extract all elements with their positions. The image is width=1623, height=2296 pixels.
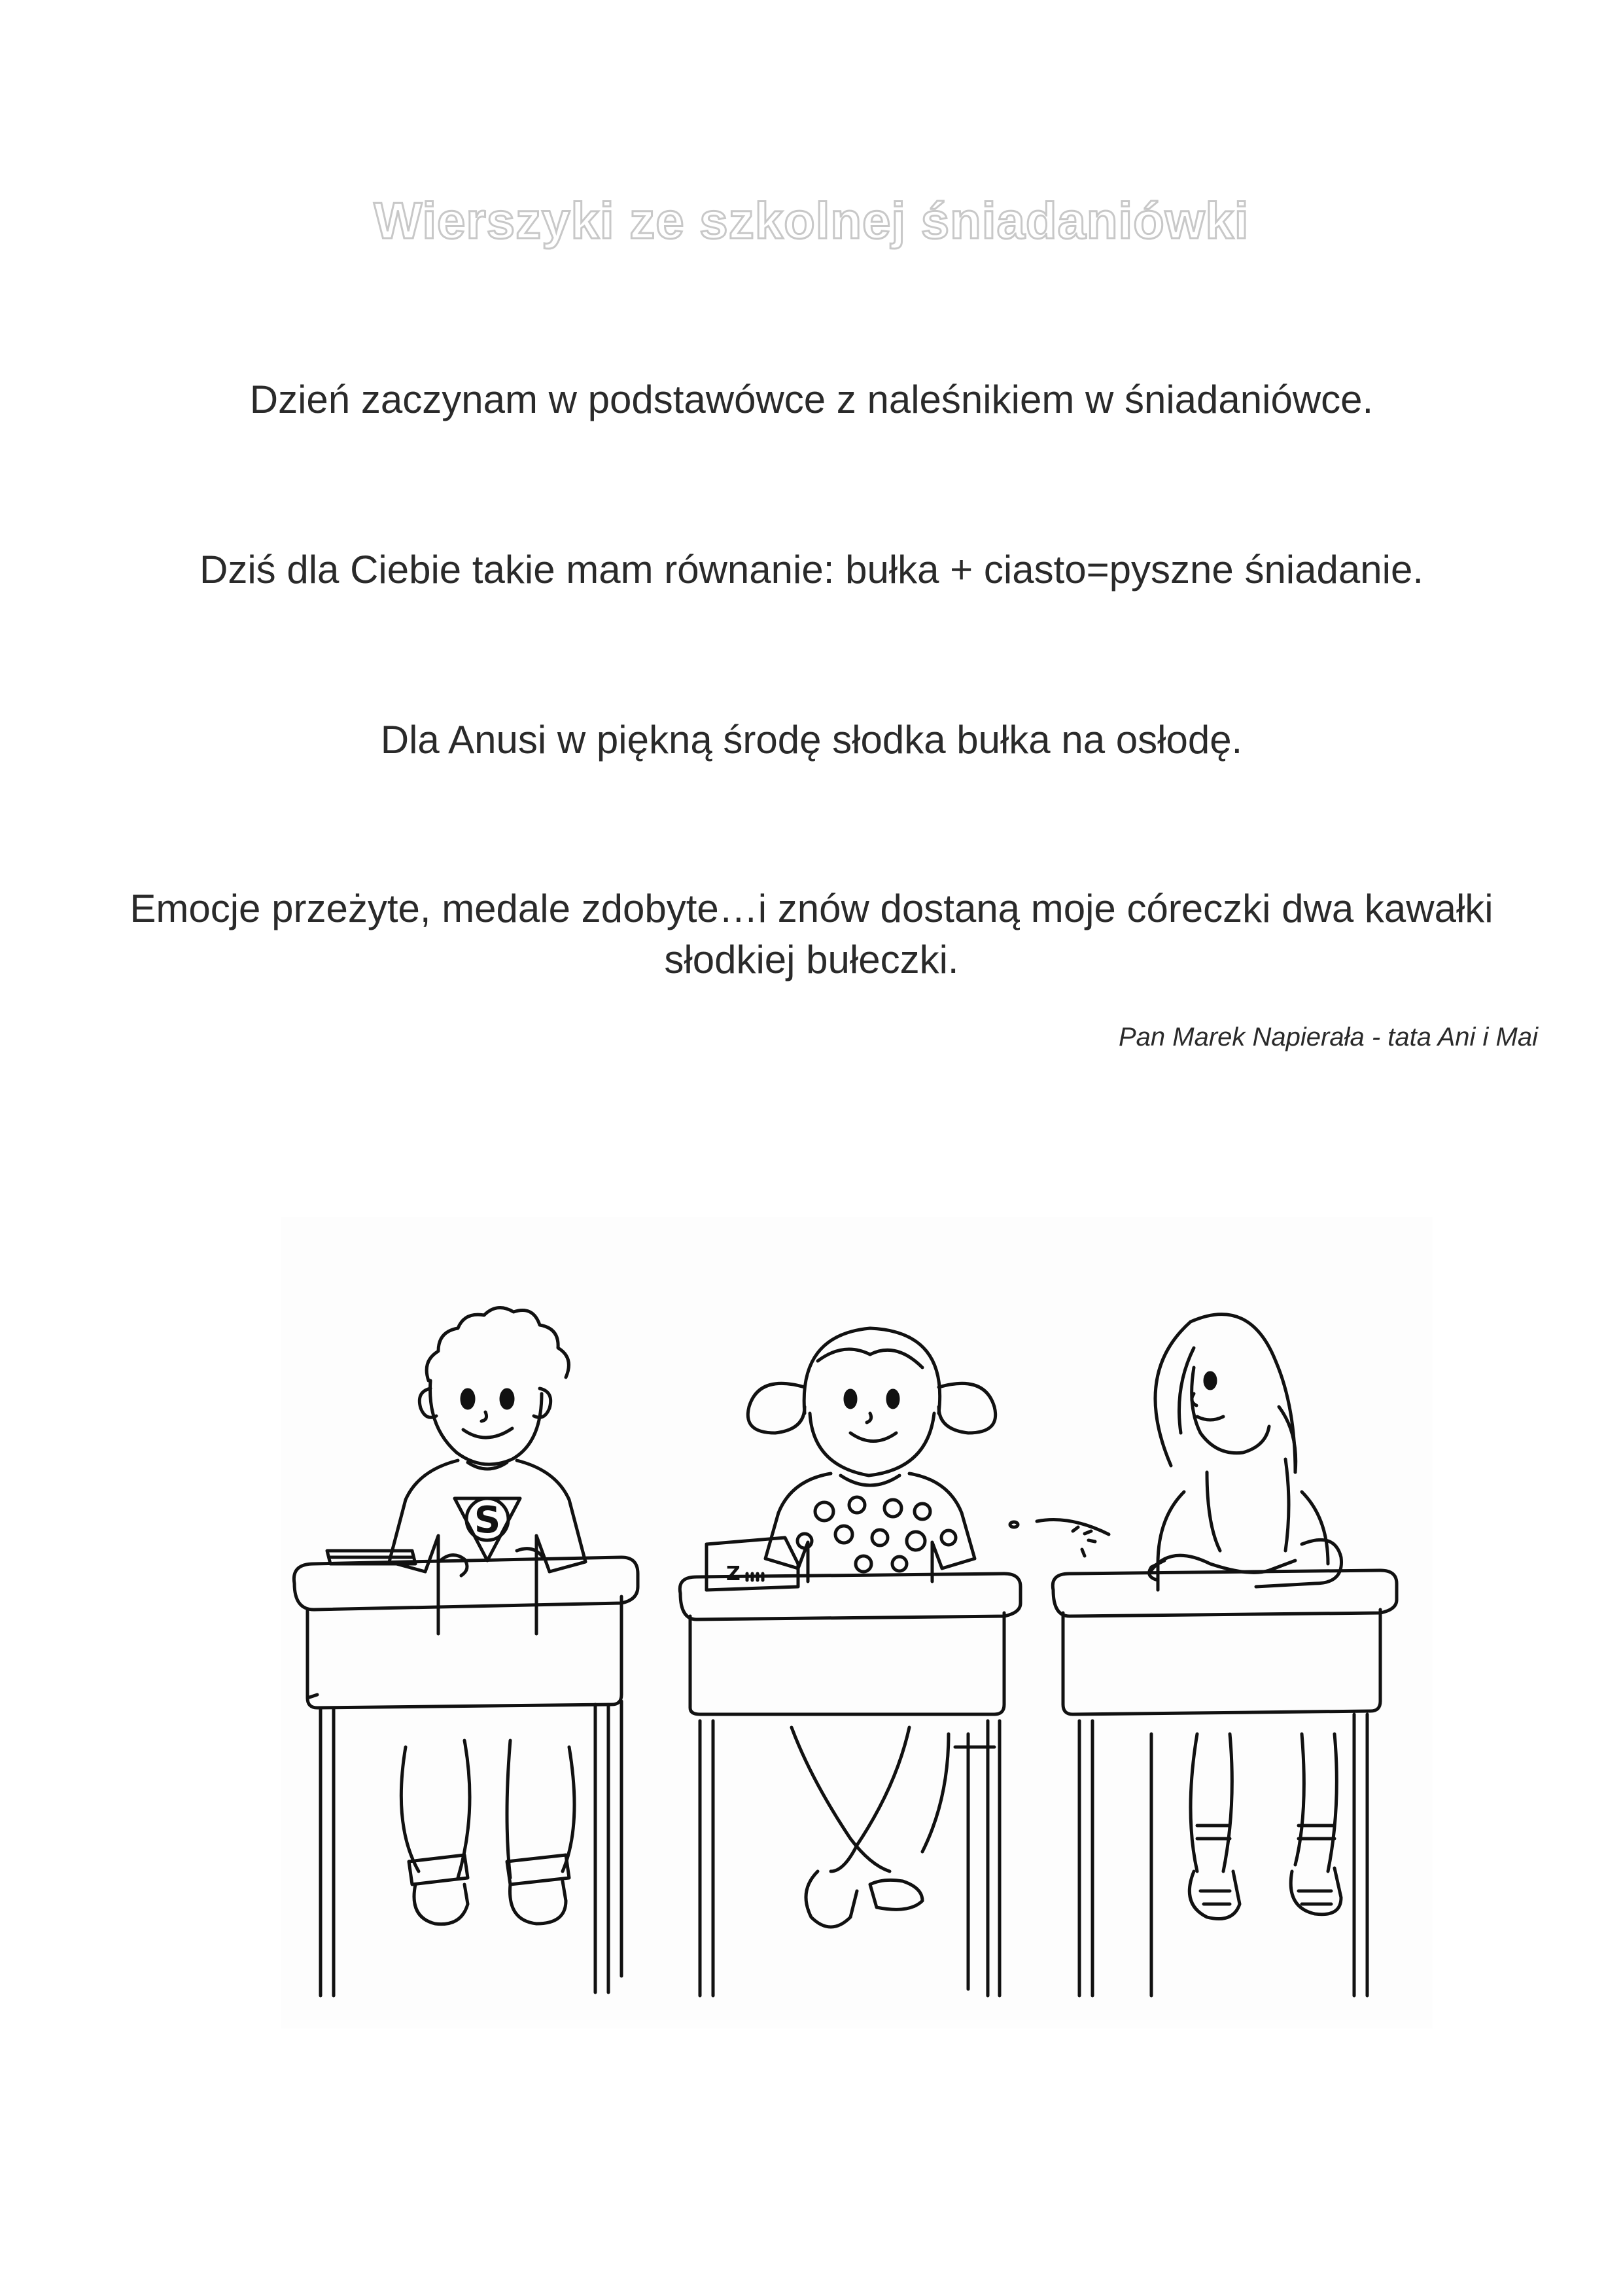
girl-long-hair-figure	[1149, 1315, 1342, 1996]
desk-right	[1053, 1570, 1397, 1996]
lunchbox-text: Z	[726, 1563, 741, 1585]
verse-4: Emocje przeżyte, medale zdobyte…i znów dostaną moje córeczki dwa kawałki słodkiej bułeczki.	[130, 887, 1493, 981]
page-title: Wierszyki ze szkolnej śniadaniówki	[374, 192, 1249, 249]
verse-2: Dziś dla Ciebie takie mam równanie: bułka + ciasto=pyszne śniadanie.	[200, 548, 1423, 592]
children-at-desks-illustration	[281, 1217, 1433, 2028]
verse-3: Dla Anusi w piękną środę słodka bułka na osłodę.	[380, 718, 1243, 762]
author-signature: Pan Marek Napierała - tata Ani i Mai	[1118, 1023, 1538, 1051]
crumb-flick	[1010, 1520, 1109, 1557]
girl-pigtails-figure	[707, 1328, 996, 1989]
desk-left	[294, 1557, 638, 1996]
verse-1: Dzień zaczynam w podstawówce z naleśnikiem w śniadaniówce.	[249, 378, 1374, 421]
shirt-letter: S	[474, 1499, 501, 1542]
boy-figure	[327, 1308, 585, 1924]
